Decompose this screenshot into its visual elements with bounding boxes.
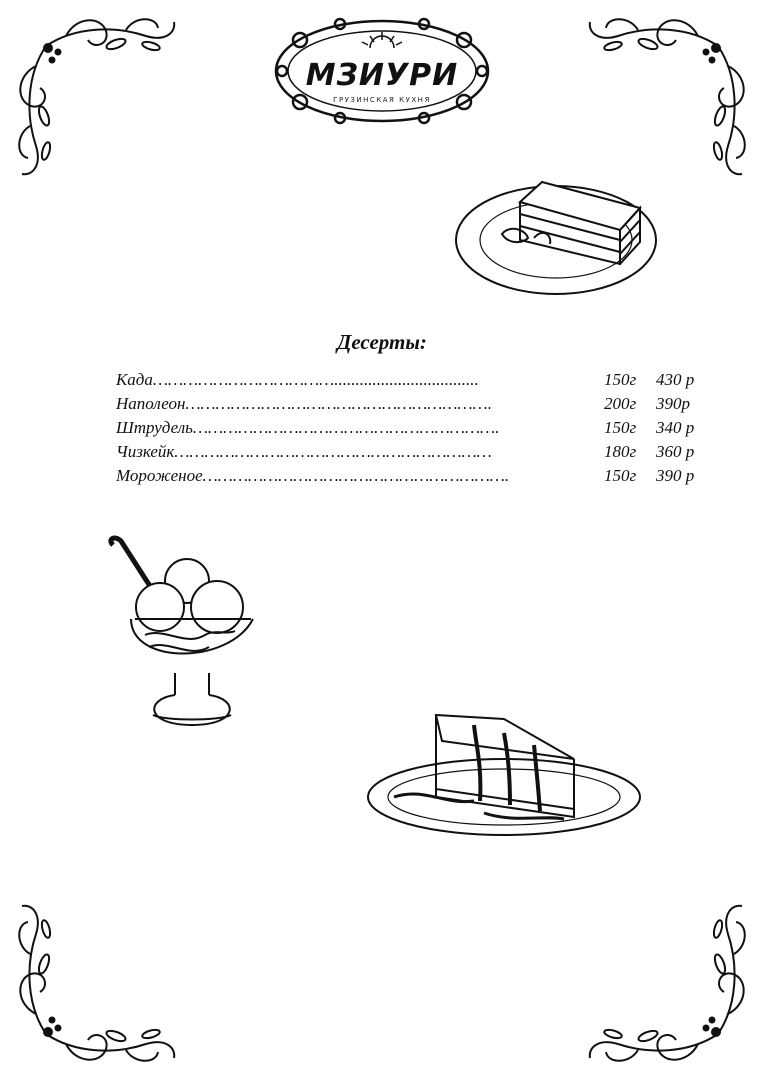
dish-price: 390р (656, 394, 690, 413)
section-title: Десерты: (337, 330, 427, 354)
dish-weight: 150г (604, 370, 637, 389)
logo-name: МЗИУРИ (305, 58, 459, 93)
cake-slice-icon (452, 172, 672, 302)
floral-corner-icon (6, 6, 196, 196)
dish-weight: 180г (604, 442, 637, 461)
ice-cream-bowl-icon (105, 535, 255, 745)
dish-name: Наполеон……………………………………………………. (116, 394, 493, 413)
dish-price: 340 р (656, 418, 695, 437)
dish-name: Када……………………………….................................. (116, 370, 479, 389)
floral-corner-icon (568, 6, 758, 196)
floral-corner-icon (568, 884, 758, 1074)
dish-price: 430 р (656, 370, 695, 389)
dish-weight: 150г (604, 418, 637, 437)
corner-ornament-top-right (568, 6, 758, 196)
menu-item (116, 466, 710, 490)
dish-name: Чизкейк……………………………………………………… (116, 442, 492, 461)
sun-rays-icon (362, 32, 402, 48)
dish-weight: 150г (604, 466, 637, 485)
dish-weight: 200г (604, 394, 637, 413)
cheesecake-illustration (364, 705, 644, 840)
dish-price: 390 р (656, 466, 695, 485)
dish-name: Мороженое……………………………………………………. (116, 466, 510, 485)
corner-ornament-bottom-left (6, 884, 196, 1074)
ice-cream-illustration (105, 535, 255, 745)
menu-item (116, 442, 710, 466)
dish-name: Штрудель……………………………………………………. (116, 418, 500, 437)
corner-ornament-bottom-right (568, 884, 758, 1074)
menu-item (116, 394, 710, 418)
cheesecake-slice-icon (364, 705, 644, 840)
napoleon-cake-illustration (452, 172, 672, 302)
dish-price: 360 р (656, 442, 695, 461)
menu-item (116, 418, 710, 442)
corner-ornament-top-left (6, 6, 196, 196)
dessert-menu-list (116, 370, 710, 490)
restaurant-logo (270, 10, 494, 132)
logo-subtitle: ГРУЗИНСКАЯ КУХНЯ (333, 96, 431, 104)
menu-item (116, 370, 710, 394)
floral-corner-icon (6, 884, 196, 1074)
